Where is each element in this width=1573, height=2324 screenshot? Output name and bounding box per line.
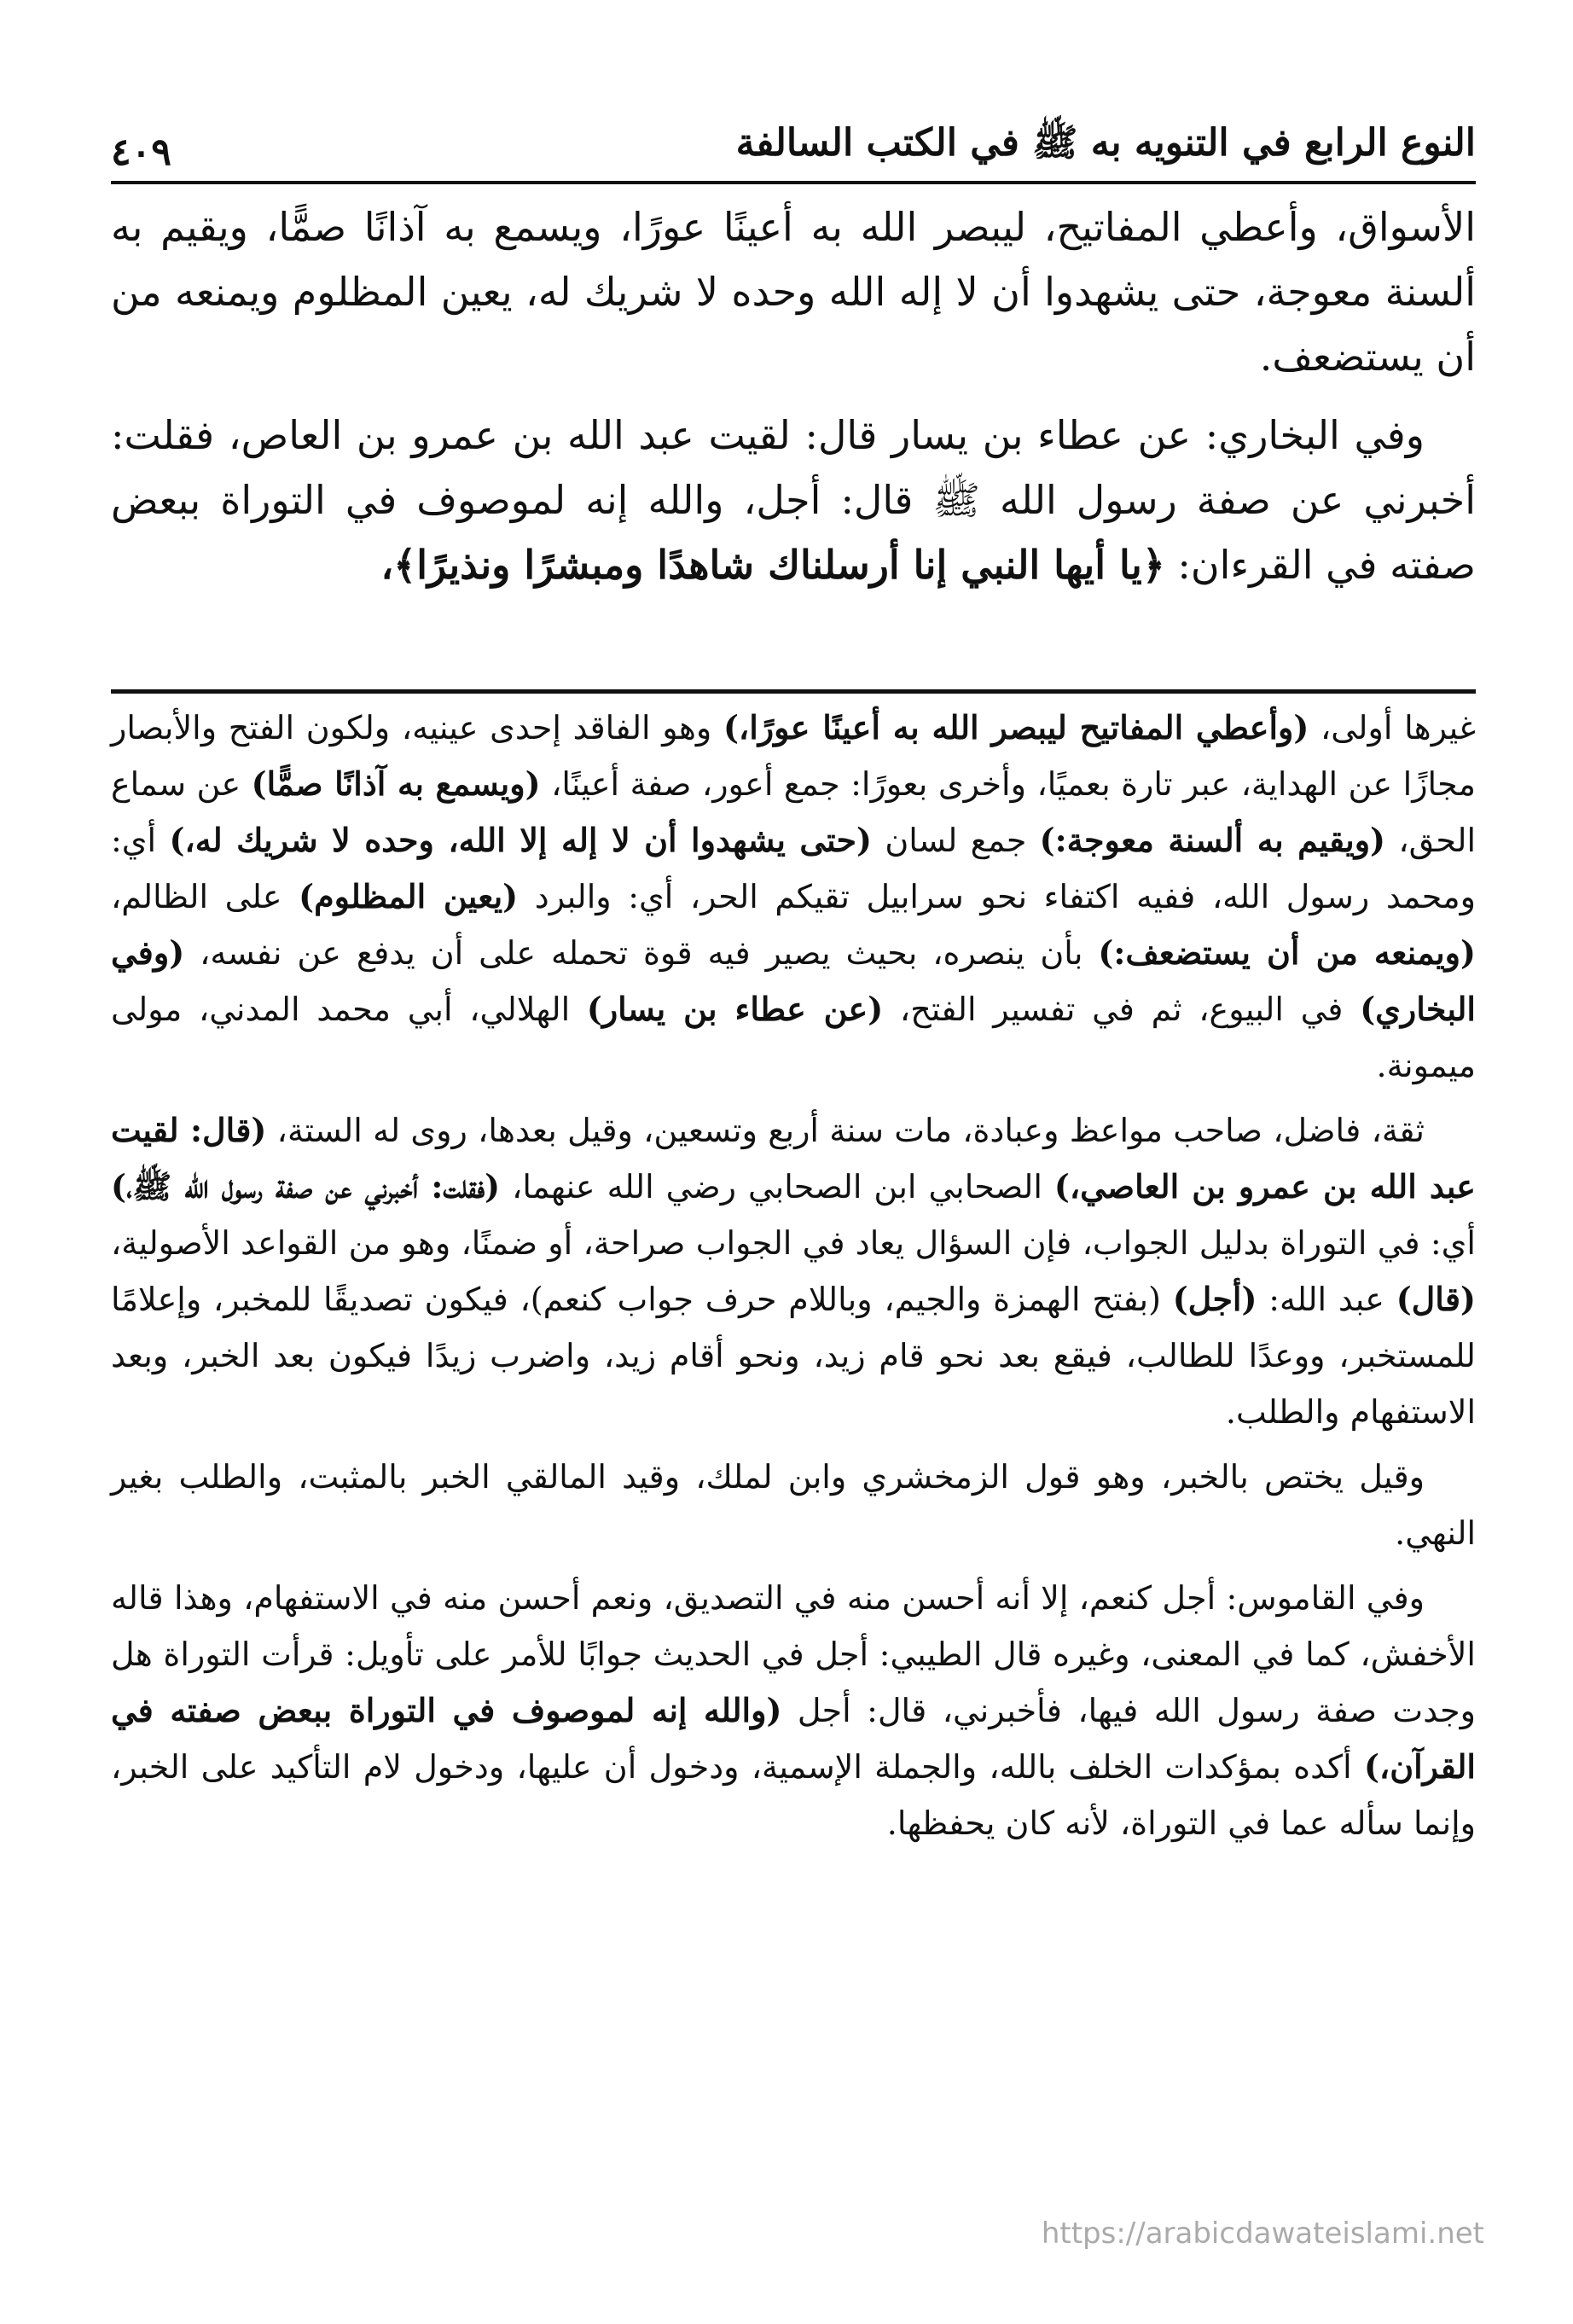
text-segment: أي: في التوراة بدليل الجواب، فإن السؤال يعاد في الجواب صراحة، أو ضمنًا، وهو من القواعد الأصولية، [111,1224,1476,1262]
header-divider [111,181,1476,184]
bold-quote-segment: (أجل) [1172,1280,1257,1318]
text-segment: ثقة، فاضل، صاحب مواعظ وعبادة، مات سنة أربع وتسعين، وقيل بعدها، روى له الستة، [266,1112,1425,1149]
text-segment: الصحابي ابن الصحابي رضي الله عنهما، [500,1168,1054,1206]
commentary-paragraph-2 [111,1102,1476,1440]
bold-quote-segment: (ويسمع به آذانًا صمًّا) [251,764,541,803]
bold-quote-segment: (ويمنعه من أن يستضعف:) [1098,933,1476,972]
bold-quote-segment: (فقلت: أخبرني عن صفة رسول الله ﷺ،) [111,1167,501,1206]
commentary-paragraph-3 [111,1449,1476,1561]
bold-quote-segment: (وفي البخاري) [111,933,1476,1028]
text-segment: (بفتح الهمزة والجيم، وباللام حرف جواب كنعم)، فيكون تصديقًا للمخبر، وإعلامًا للمستخبر، ووعدًا للطالب، فيقع بعد نحو قام زيد، ونحو أقام زيد، واضرب زيدًا فيكون بعد الخبر، وبعد الاستفهام والطلب. [111,1281,1476,1431]
text-segment: على الظالم، [111,878,299,915]
text-segment: بأن ينصره، بحيث يصير فيه قوة تحمله على أن يدفع عن نفسه، [184,934,1099,972]
main-paragraph-2 [111,403,1476,597]
text-segment: الهلالي، أبي محمد المدني، مولى ميمونة. [111,991,1476,1084]
text-segment: أكده بمؤكدات الخلف بالله، والجملة الإسمية، ودخول أن عليها، ودخول لام التأكيد على الخبر، وإنما سأله عما في التوراة، لأنه كان يحفظها. [111,1748,1476,1842]
text-segment: في البيوع، ثم في تفسير الفتح، [883,991,1361,1028]
bold-quote-segment: (والله إنه لموصوف في التوراة ببعض صفته في القرآن،) [111,1691,1476,1786]
text-segment: عن سماع الحق، [111,765,1477,859]
text-segment: أي: ومحمد رسول الله، ففيه اكتفاء نحو سرابيل تقيكم الحر، أي: والبرد [111,822,1476,915]
quran-verse: ﴿يا أيها النبي إنا أرسلناك شاهدًا ومبشرًا ونذيرًا﴾، [380,542,1165,588]
bold-quote-segment: (قال) [1396,1280,1476,1318]
bold-quote-segment: (ويقيم به ألسنة معوجة:) [1039,821,1386,859]
page-header [111,109,1476,174]
bold-quote-segment: (حتى يشهدوا أن لا إله إلا الله، وحده لا شريك له،) [169,821,872,859]
watermark-url: https://arabicdawateislami.net [1041,2217,1484,2251]
text-segment: وهو الفاقد إحدى عينيه، ولكون الفتح والأبصار مجازًا عن الهداية، عبر تارة بعميًا، وأخرى بعورًا: جمع أعور، صفة أعينًا، [111,709,1477,803]
bold-quote-segment: (عن عطاء بن يسار) [586,990,884,1028]
header-title: النوع الرابع في التنويه به ﷺ في الكتب السالفة [735,121,1476,165]
main-paragraph-2-text: وفي البخاري: عن عطاء بن يسار قال: لقيت عبد الله بن عمرو بن العاص، فقلت: أخبرني عن صفة رسول الله ﷺ قال: أجل، والله إنه لموصوف في التوراة ببعض صفته في القرءان: [111,412,1476,588]
bold-quote-segment: (يعين المظلوم) [299,877,519,915]
commentary-paragraph-1 [111,700,1476,1094]
text-segment: عبد الله: [1257,1281,1396,1318]
text-segment: غيرها أولى، [1309,709,1476,747]
page-number: ٤٠٩ [111,131,171,174]
commentary-text [111,700,1476,1851]
commentary-paragraph-4 [111,1570,1476,1851]
commentary-divider [111,689,1476,694]
main-paragraph-1: الأسواق، وأعطي المفاتيح، ليبصر الله به أعينًا عورًا، ويسمع به آذانًا صمًّا، ويقيم به ألسنة معوجة، حتى يشهدوا أن لا إله الله وحده لا شريك له، يعين المظلوم ويمنعه من أن يستضعف. [111,204,1476,380]
text-segment: جمع لسان [872,822,1040,859]
text-segment: وفي القاموس: أجل كنعم، إلا أنه أحسن منه في التصديق، ونعم أحسن منه في الاستفهام، وهذا قاله الأخفش، كما في المعنى، وغيره قال الطيبي: أجل في الحديث جوابًا للأمر على تأويل: قرأت التوراة هل وجدت صفة رسول الله فيها، فأخبرني، قال: أجل [111,1579,1476,1729]
bold-quote-segment: (قال: لقيت عبد الله بن عمرو بن العاصي،) [111,1111,1476,1206]
main-text [111,195,1476,597]
bold-quote-segment: (وأعطي المفاتيح ليبصر الله به أعينًا عورًا،) [723,708,1309,747]
text-segment: وقيل يختص بالخبر، وهو قول الزمخشري وابن لملك، وقيد المالقي الخبر بالمثبت، والطلب بغير النهي. [111,1458,1476,1552]
